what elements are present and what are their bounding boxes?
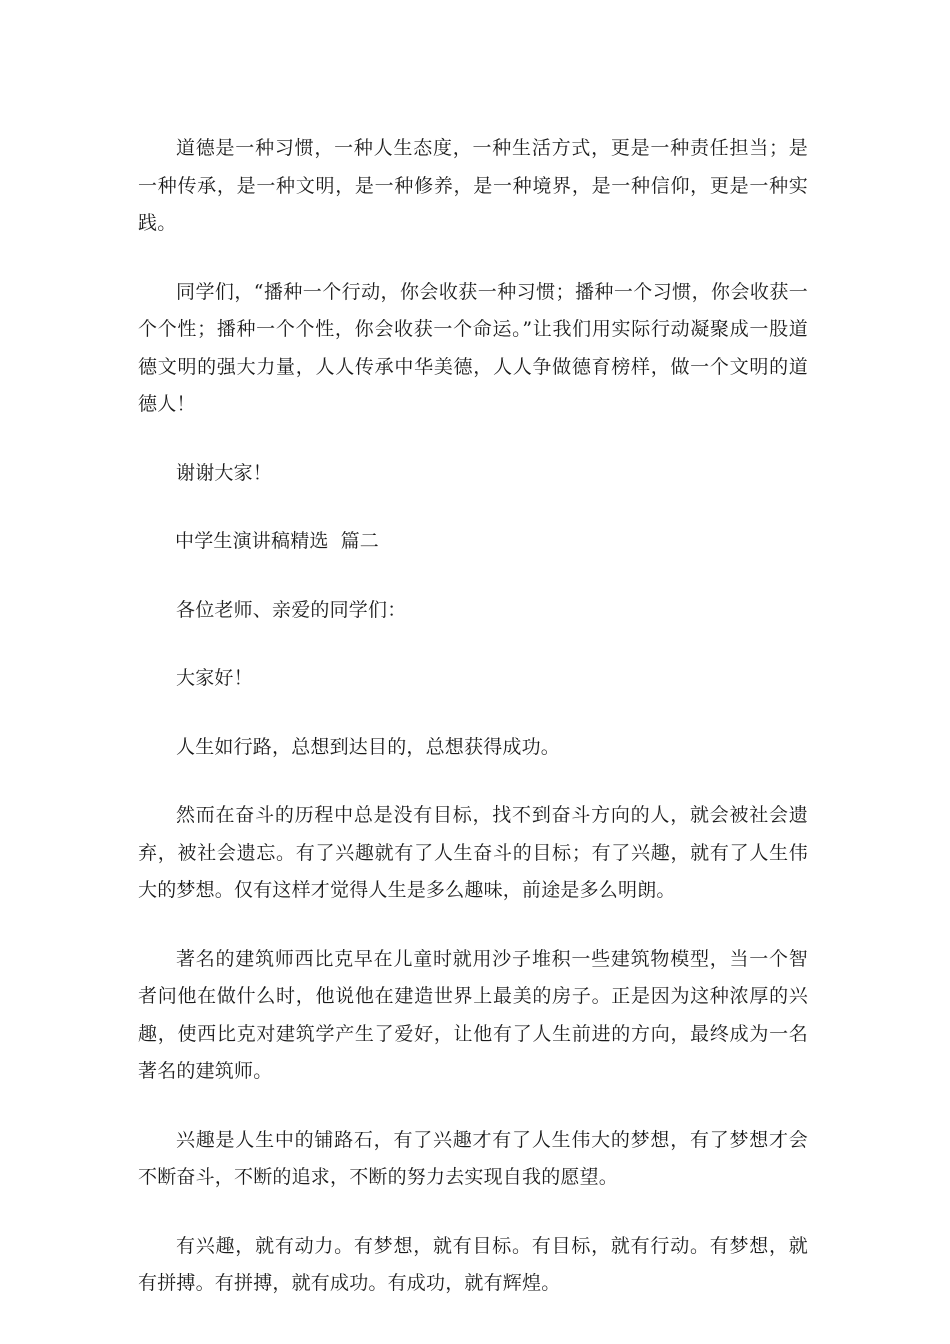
- paragraph-greeting-teachers: 各位老师、亲爱的同学们：: [176, 598, 407, 621]
- paragraph-thanks: 谢谢大家！: [176, 461, 273, 484]
- paragraph-classmates: 同学们，“播种一个行动，你会收获一种习惯；播种一个习惯，你会收获一个个性；播种一个个性，你会收获一个命运。”让我们用实际行动凝聚成一股道德文明的强大力量，人人传承中华美德，人人争做德育榜样，做一个文明的道德人！: [138, 280, 808, 415]
- paragraph-interest: 兴趣是人生中的铺路石，有了兴趣才有了人生伟大的梦想，有了梦想才会不断奋斗，不断的追求，不断的努力去实现自我的愿望。: [138, 1128, 808, 1188]
- section-heading-label: 篇二: [340, 530, 380, 552]
- document-page: [138, 130, 808, 1334]
- paragraph-hello: 大家好！: [176, 667, 253, 689]
- section-heading: [138, 523, 808, 561]
- section-heading-title: 中学生演讲稿精选: [175, 530, 329, 552]
- paragraph-architect: 著名的建筑师西比克早在儿童时就用沙子堆积一些建筑物模型，当一个智者问他在做什么时，他说他在建造世界上最美的房子。正是因为这种浓厚的兴趣，使西比克对建筑学产生了爱好，让他有了人生前进的方向，最终成为一名著名的建筑师。: [138, 947, 808, 1082]
- paragraph-life-road: 人生如行路，总想到达目的，总想获得成功。: [176, 735, 561, 758]
- paragraph-motivation: 有兴趣，就有动力。有梦想，就有目标。有目标，就有行动。有梦想，就有拼搏。有拼搏，就有成功。有成功，就有辉煌。: [138, 1234, 808, 1294]
- paragraph-morality: 道德是一种习惯，一种人生态度，一种生活方式，更是一种责任担当；是一种传承，是一种文明，是一种修养，是一种境界，是一种信仰，更是一种实践。: [138, 137, 808, 234]
- paragraph-struggle: 然而在奋斗的历程中总是没有目标，找不到奋斗方向的人，就会被社会遗弃，被社会遗忘。有了兴趣就有了人生奋斗的目标；有了兴趣，就有了人生伟大的梦想。仅有这样才觉得人生是多么趣味，前途是多么明朗。: [138, 804, 808, 901]
